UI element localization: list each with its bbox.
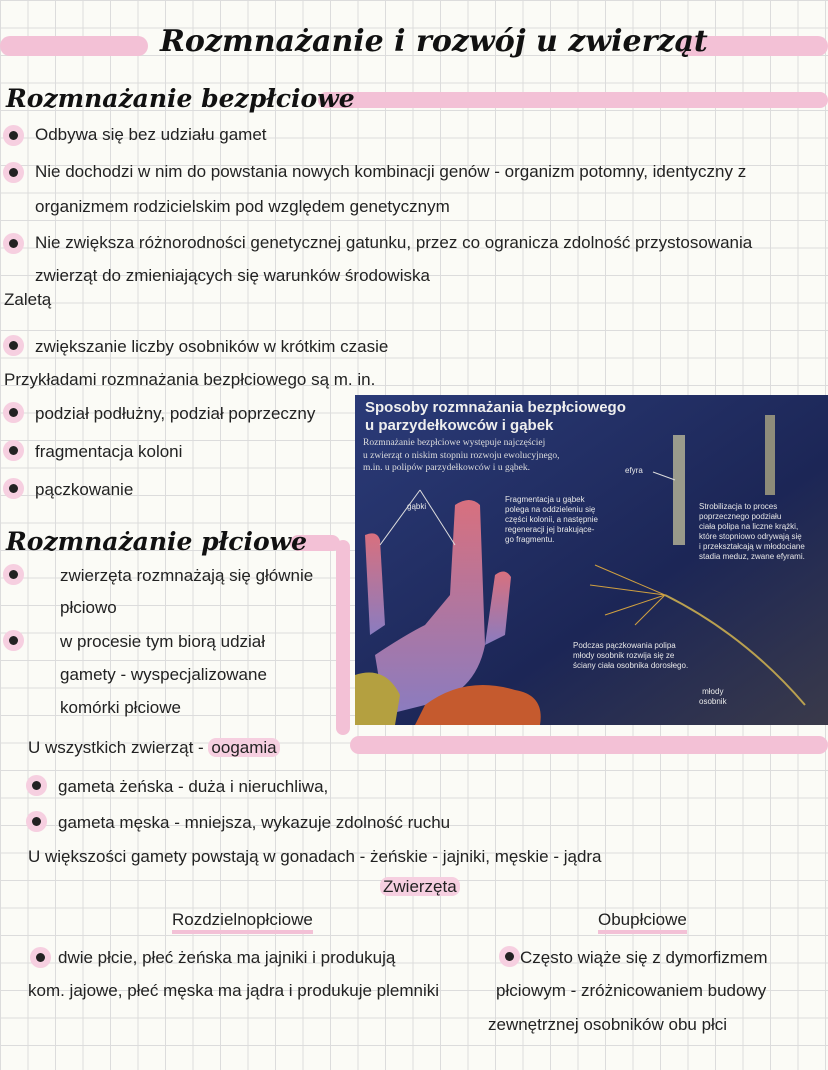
bullet-text: płciowo [60, 598, 117, 617]
highlight-bar [350, 736, 828, 754]
oogamy-prefix: U wszystkich zwierząt - [28, 738, 204, 757]
bullet-icon [9, 446, 18, 455]
strobilization-text: poprzecznego podziału [699, 512, 782, 521]
fragmentation-text: części kolonii, a następnie [505, 515, 598, 524]
hermaphrodite-heading: Obupłciowe [598, 910, 687, 934]
animals-label: Zwierzęta [380, 877, 460, 896]
budding-text: młody osobnik rozwija się ze [573, 651, 675, 660]
bullet-text: zwiększanie liczby osobników w krótkim czasie [35, 337, 389, 356]
bullet-icon [9, 636, 18, 645]
budding-text: ściany ciała osobnika dorosłego. [573, 661, 689, 670]
figure-asexual-reproduction [355, 395, 828, 725]
figure-intro: Rozmnażanie bezpłciowe występuje najczęściej [363, 438, 546, 448]
bullet-icon [32, 817, 41, 826]
bullet-icon [32, 781, 41, 790]
bullet-text: podział podłużny, podział poprzeczny [35, 404, 316, 423]
fragmentation-text: go fragmentu. [505, 535, 555, 544]
budding-text: Podczas pączkowania polipa [573, 641, 676, 650]
bullet-icon [9, 570, 18, 579]
label-young: osobnik [699, 697, 727, 706]
bullet-text: w procesie tym biorą udział [60, 632, 266, 651]
strobilization-text: które stopniowo odrywają się [699, 532, 802, 541]
bullet-icon [505, 952, 514, 961]
bullet-text: pączkowanie [35, 480, 134, 499]
figure-title: u parzydełkowców i gąbek [365, 417, 554, 434]
figure-intro: m.in. u polipów parzydełkowców i u gąbek. [363, 463, 531, 473]
highlight-bar [336, 540, 350, 735]
bullet-text: organizmem rodzicielskim pod względem genetycznym [35, 197, 450, 216]
label-sponges: gąbki [407, 502, 427, 511]
fragmentation-text: polega na oddzieleniu się [505, 505, 596, 514]
bullet-icon [9, 408, 18, 417]
bullet-icon [9, 341, 18, 350]
bullet-text: Nie zwiększa różnorodności genetycznej gatunku, przez co ogranicza zdolność przystosowania [35, 233, 753, 252]
strobilization-text: i przekształcają w młodociane [699, 542, 805, 551]
label-young: młody [702, 687, 724, 696]
bullet-icon [9, 131, 18, 140]
page-title: Rozmnażanie i rozwój u zwierząt [160, 24, 708, 59]
strobilization-text: Strobilizacja to proces [699, 502, 778, 511]
bullet-text: gameta męska - mniejsza, wykazuje zdolność ruchu [58, 813, 451, 832]
bullet-text: gameta żeńska - duża i nieruchliwa, [58, 777, 329, 796]
bullet-text: zwierzęta rozmnażają się głównie [60, 566, 314, 585]
examples-intro: Przykładami rozmnażania bezpłciowego są m. in. [4, 370, 376, 389]
bullet-text: komórki płciowe [60, 698, 181, 717]
section-heading-sexual: Rozmnażanie płciowe [6, 527, 308, 556]
dioecious-heading: Rozdzielnopłciowe [172, 910, 313, 934]
label-ephyra: efyra [625, 466, 643, 475]
highlight-bar [318, 92, 828, 108]
fragmentation-text: regeneracji jej brakujące- [505, 525, 595, 534]
bullet-icon [9, 168, 18, 177]
bullet-icon [9, 484, 18, 493]
strobilization-text: ciała polipa na liczne krążki, [699, 522, 799, 531]
hermaphrodite-text: Często wiąże się z dymorfizmem [520, 948, 768, 967]
strobilization-text: stadia meduz, zwane efyrami. [699, 552, 805, 561]
bullet-text: Odbywa się bez udziału gamet [35, 125, 267, 144]
bullet-icon [36, 953, 45, 962]
bullet-text: fragmentacja koloni [35, 442, 183, 461]
section-heading-asexual: Rozmnażanie bezpłciowe [6, 84, 355, 113]
dioecious-text: kom. jajowe, płeć męska ma jądra i produkuje plemniki [28, 981, 440, 1000]
figure-title: Sposoby rozmnażania bezpłciowego [365, 399, 626, 416]
figure-intro: u zwierząt o niskim stopniu rozwoju ewolucyjnego, [363, 450, 560, 461]
advantage-label: Zaletą [4, 290, 52, 309]
hermaphrodite-text: płciowym - zróżnicowaniem budowy [496, 981, 767, 1000]
gonads-text: U większości gamety powstają w gonadach - żeńskie - jajniki, męskie - jądra [28, 847, 602, 866]
dioecious-text: dwie płcie, płeć żeńska ma jajniki i produkują [58, 948, 396, 967]
bullet-text: gamety - wyspecjalizowane [60, 665, 267, 684]
fragmentation-text: Fragmentacja u gąbek [505, 495, 585, 504]
bullet-icon [9, 239, 18, 248]
bullet-text: Nie dochodzi w nim do powstania nowych kombinacji genów - organizm potomny, identyczny z [35, 162, 747, 181]
bullet-text: zwierząt do zmieniających się warunków środowiska [35, 266, 430, 285]
hermaphrodite-text: zewnętrznej osobników obu płci [488, 1015, 728, 1034]
highlight-bar [0, 36, 148, 56]
oogamy-term: oogamia [208, 738, 279, 757]
